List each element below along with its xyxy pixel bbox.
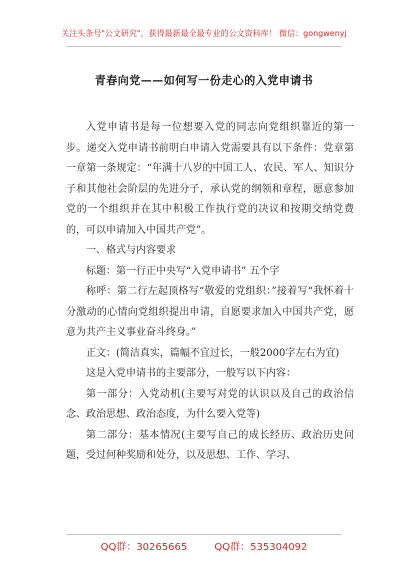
footer: [0, 538, 408, 553]
document-title: 青春向党——如何写一份走心的入党申请书: [94, 74, 314, 87]
section-heading: 一、格式与内容要求: [86, 245, 176, 256]
paragraph-main-part: 这是入党申请书的主要部分，一般写以下内容：: [86, 368, 296, 379]
footer-divider: [66, 534, 342, 535]
paragraph-intro: 入党申请书是每一位想要入党的同志向党组织靠近的第一步。递交入党申请书前明白申请入党需要具有以下条件：党章第一章第一条规定：“年满十八岁的中国工人、农民、军人、知识分子和其他社会阶层的先进分子，承认党的纲领和章程，愿意参加党的一个组织并在其中积极工作执行党的决议和按期交纳党费的，可以申请加入中国共产党”。: [66, 122, 354, 236]
paragraph-title-rule: 标题：第一行正中央写“入党申请书” 五个字: [86, 265, 280, 277]
footer-qq-group-2: QQ群：535304092: [214, 542, 308, 553]
header-note: 关注头条号"公文研究"，获得最新最全最专业的公文资料库！ 微信：gongwenyj: [61, 29, 347, 38]
footer-qq-group-1: QQ群：30265665: [100, 542, 188, 553]
paragraph-part-one: 第一部分：入党动机(主要写对党的认识以及自己的政治信念、政治思想、政治态度，为什么要入党等): [66, 388, 354, 420]
document-body: [66, 118, 354, 467]
paragraph-body-rule: 正文：(简洁真实，篇幅不宜过长，一般2000字左右为宜): [86, 347, 340, 359]
header-divider: [66, 46, 342, 47]
paragraph-salutation-rule: 称呼：第二行左起顶格写“敬爱的党组织：”接着写“我怀着十分激动的心情向党组织提出申请，自愿要求加入中国共产党，愿意为共产主义事业奋斗终身。”: [66, 286, 354, 338]
paragraph-part-two: 第二部分：基本情况(主要写自己的成长经历、政治历史问题，受过何种奖励和处分，以及思想、工作、学习、: [66, 429, 354, 461]
